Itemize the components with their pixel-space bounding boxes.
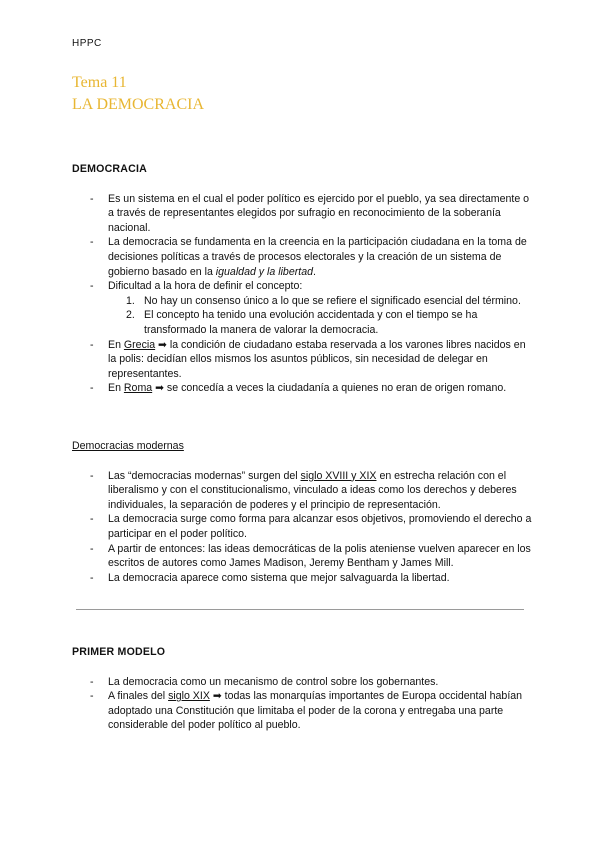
list-item: - Es un sistema en el cual el poder político es ejercido por el pueblo, ya sea directamente o a través de representantes elegidos por sufragio en reconocimiento de la soberanía nacional.	[72, 192, 532, 236]
bullet-list	[72, 192, 532, 396]
list-item: - La democracia como un mecanismo de control sobre los gobernantes.	[72, 675, 532, 690]
bullet-list	[72, 675, 532, 733]
link-grecia[interactable]: Grecia	[123, 338, 156, 351]
numbered-item: 2. El concepto ha tenido una evolución accidentada y con el tiempo se ha transformado la manera de valorar la democracia.	[126, 309, 478, 336]
section-subheading: Democracias modernas	[72, 440, 184, 452]
section-heading: PRIMER MODELO	[72, 646, 166, 658]
link-siglo-xix[interactable]: siglo XIX	[168, 690, 210, 703]
section-democracias-modernas	[72, 439, 532, 585]
list-item: - La democracia se fundamenta en la creencia en la participación ciudadana en la toma de decisiones políticas a través de procesos electorales y la creación de un sistema de gobierno basado en la igualdad y la libertad.	[72, 235, 532, 279]
list-item: - A partir de entonces: las ideas democráticas de la polis ateniense vuelven aparecer en los escritos de autores como James Madison, Jeremy Bentham y James Mill.	[72, 542, 532, 571]
list-item: - Dificultad a la hora de definir el concepto: 1. No hay un consenso único a lo que se refiere el significado esencial del término. 2. El concepto ha tenido una evolución accidentada y con el tiempo se ha transformado la manera de valorar la democracia.	[72, 279, 532, 337]
section-primer-modelo	[72, 645, 532, 733]
list-item: - En Grecia ➡ la condición de ciudadano estaba reservada a los varones libres nacidos en la polis: decidían ellos mismos los asuntos públicos, sin necesidad de delegar en representantes.	[72, 338, 532, 382]
document-header: HPPC	[72, 38, 102, 49]
topic-number: Tema 11	[72, 74, 127, 91]
section-heading: DEMOCRACIA	[72, 163, 147, 175]
page-title: LA DEMOCRACIA	[72, 96, 205, 113]
numbered-list	[108, 294, 532, 338]
list-item: - A finales del siglo XIX ➡ todas las monarquías importantes de Europa occidental habían adoptado una Constitución que limitaba el poder de la corona y entregaba una parte considerable del poder político al pueblo.	[72, 689, 532, 733]
title-block	[72, 72, 204, 116]
numbered-item: 1. No hay un consenso único a lo que se refiere el significado esencial del término.	[126, 294, 521, 307]
section-democracia	[72, 162, 532, 396]
bullet-list	[72, 469, 532, 586]
list-item: - La democracia surge como forma para alcanzar esos objetivos, promoviendo el derecho a participar en el poder político.	[72, 512, 532, 541]
list-item: - Las “democracias modernas” surgen del siglo XVIII y XIX en estrecha relación con el liberalismo y con el constitucionalismo, vinculado a ideas como los derechos y deberes individuales, la separación de poderes y el principio de representación.	[72, 469, 532, 513]
list-item: - La democracia aparece como sistema que mejor salvaguarda la libertad.	[72, 571, 532, 586]
link-siglo-xviii-xix[interactable]: siglo XVIII y XIX	[300, 469, 377, 482]
link-roma[interactable]: Roma	[123, 382, 153, 395]
horizontal-divider	[76, 609, 524, 610]
list-item: - En Roma ➡ se concedía a veces la ciudadanía a quienes no eran de origen romano.	[72, 381, 532, 396]
